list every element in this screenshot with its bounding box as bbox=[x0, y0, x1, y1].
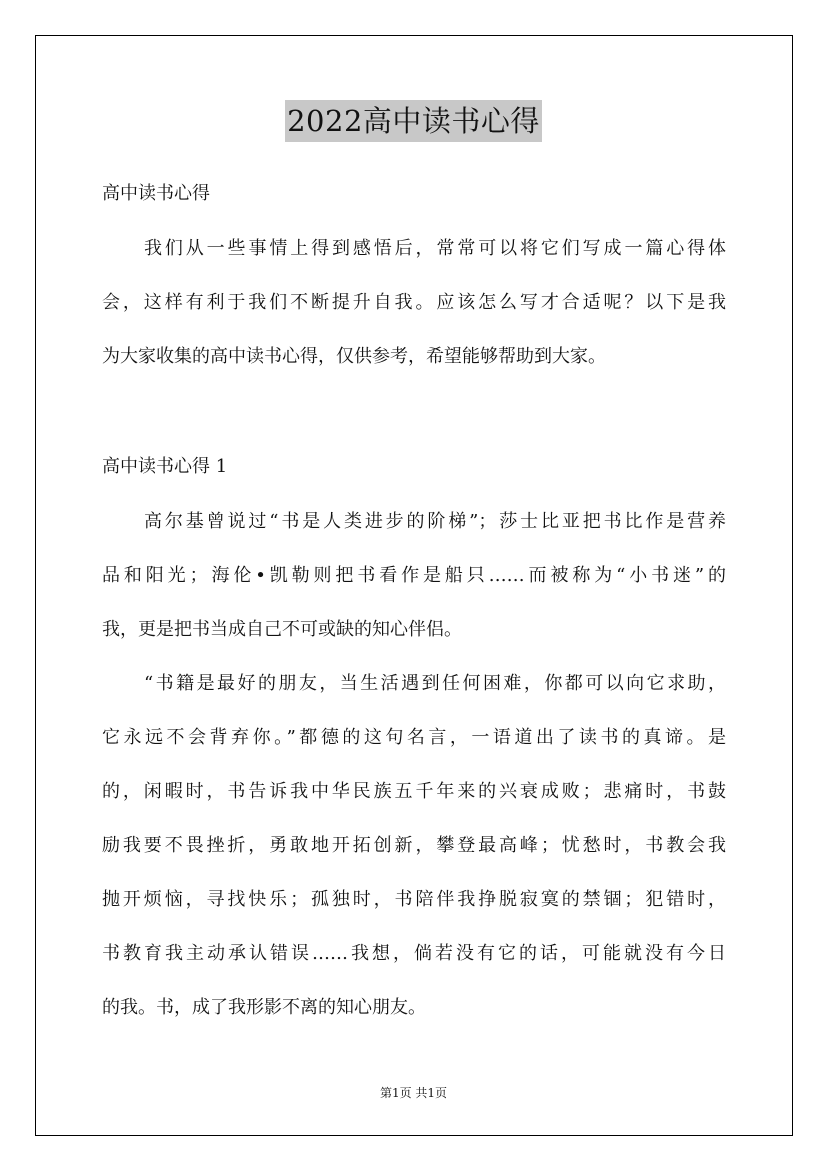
intro-line: 会，这样有利于我们不断提升自我。应该怎么写才合适呢？以下是我 bbox=[102, 292, 726, 313]
paragraph-line: 抛开烦恼，寻找快乐；孤独时，书陪伴我挣脱寂寞的禁锢；犯错时， bbox=[102, 889, 726, 910]
paragraph-line: 的我。书，成了我形影不离的知心朋友。 bbox=[102, 997, 426, 1018]
title-container bbox=[0, 100, 827, 142]
paragraph-line: 高尔基曾说过“书是人类进步的阶梯”；莎士比亚把书比作是营养 bbox=[144, 511, 726, 532]
paragraph-line: 品和阳光；海伦•凯勒则把书看作是船只……而被称为“小书迷”的 bbox=[102, 565, 726, 586]
paragraph-line: 它永远不会背弃你。”都德的这句名言，一语道出了读书的真谛。是 bbox=[102, 727, 726, 748]
paragraph-line: 的，闲暇时，书告诉我中华民族五千年来的兴衰成败；悲痛时，书鼓 bbox=[102, 781, 726, 802]
section-heading: 高中读书心得 bbox=[102, 183, 210, 204]
paragraph-line: 我，更是把书当成自己不可或缺的知心伴侣。 bbox=[102, 619, 462, 640]
section-heading: 高中读书心得 1 bbox=[102, 456, 228, 477]
paragraph-line: 书教育我主动承认错误……我想，倘若没有它的话，可能就没有今日 bbox=[102, 943, 726, 964]
page-number-footer: 第1页 共1页 bbox=[379, 1086, 448, 1100]
paragraph-line: 励我要不畏挫折，勇敢地开拓创新，攀登最高峰；忧愁时，书教会我 bbox=[102, 835, 726, 856]
intro-line: 为大家收集的高中读书心得，仅供参考，希望能够帮助到大家。 bbox=[102, 346, 606, 367]
intro-line: 我们从一些事情上得到感悟后，常常可以将它们写成一篇心得体 bbox=[144, 238, 726, 259]
paragraph-line: “书籍是最好的朋友，当生活遇到任何困难，你都可以向它求助， bbox=[144, 673, 726, 694]
document-title: 2022高中读书心得 bbox=[285, 100, 542, 142]
